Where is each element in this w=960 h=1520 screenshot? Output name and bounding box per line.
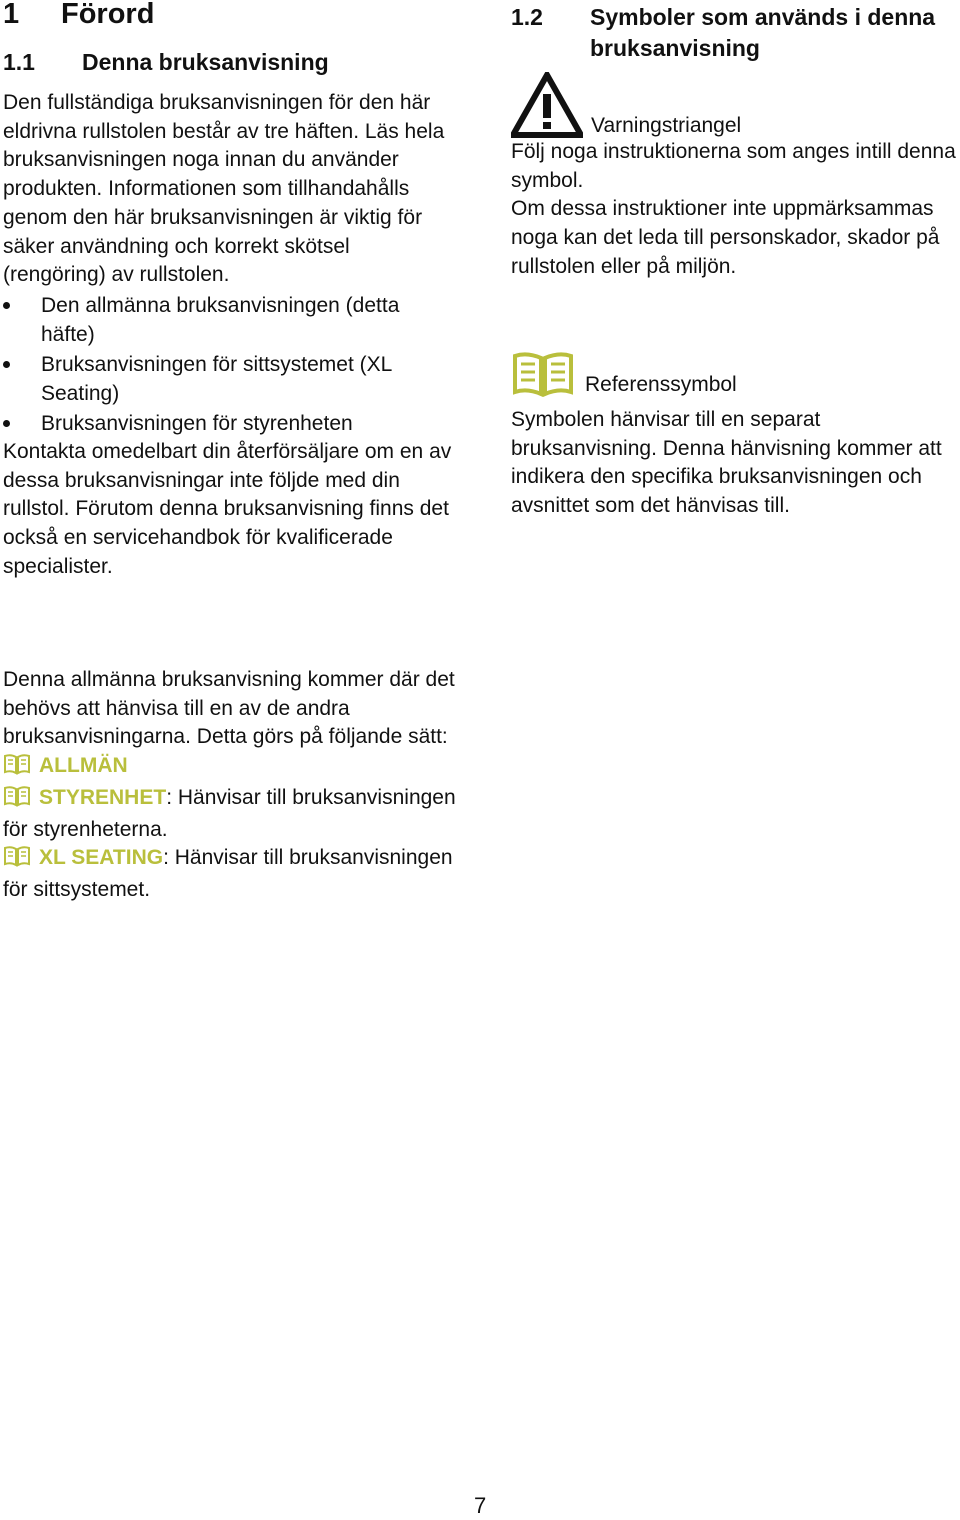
- reference-line-allman: [3, 752, 463, 784]
- reference-symbol-label: Referenssymbol: [585, 373, 737, 396]
- book-icon: [3, 785, 31, 816]
- list-item: Bruksanvisningen för styrenheten: [3, 409, 453, 438]
- reference-line-xl-seating: XL SEATING: Hänvisar till bruksanvisningen för sittsystemet.: [3, 846, 453, 901]
- book-icon: [3, 753, 31, 784]
- reference-symbol-text: Symbolen hänvisar till en separat bruksanvisning. Denna hänvisning kommer att indikera den specifika bruksanvisningen och avsnittet som det hänvisas till.: [511, 408, 942, 518]
- book-icon: [3, 845, 31, 876]
- chapter-title: Förord: [61, 0, 155, 30]
- manual-list: [3, 291, 453, 438]
- warning-text-1: Följ noga instruktionerna som anges intill denna symbol.: [511, 140, 956, 192]
- warning-label: Varningstriangel: [591, 114, 742, 137]
- book-icon: [511, 350, 575, 398]
- warning-symbol-block: [511, 72, 960, 282]
- reference-symbol-block: [511, 350, 960, 521]
- reference-label: XL SEATING: [39, 846, 164, 870]
- list-item: Bruksanvisningen för sittsystemet (XL Seating): [3, 350, 453, 409]
- page-number: 7: [474, 1493, 487, 1518]
- warning-triangle-icon: [511, 72, 583, 138]
- reference-label: STYRENHET: [39, 785, 167, 809]
- intro-paragraph: Den fullständiga bruksanvisningen för den här eldrivna rullstolen består av tre häften. Läs hela bruksanvisningen noga innan du använder produkten. Informationen som tillhandahålls genom den här bruksanvisningen är viktig för säker användning och korrekt skötsel (rengöring) av rullstolen.: [3, 91, 445, 287]
- list-item: Den allmänna bruksanvisningen (detta häfte): [3, 291, 453, 350]
- section-heading-1-1: [3, 47, 329, 78]
- warning-text-2: Om dessa instruktioner inte uppmärksammas noga kan det leda till personskador, skador på rullstolen eller på miljön.: [511, 197, 940, 278]
- section-number: 1.1: [3, 49, 35, 75]
- bullet-icon: [3, 361, 10, 368]
- section-number: 1.2: [511, 4, 543, 30]
- reference-line-styrenhet: STYRENHET: Hänvisar till bruksanvisningen för styrenheterna.: [3, 785, 456, 841]
- bullet-icon: [3, 302, 10, 309]
- bullet-icon: [3, 420, 10, 427]
- section-heading-1-2: [511, 2, 960, 64]
- reference-label: ALLMÄN: [39, 754, 128, 778]
- section-title: Denna bruksanvisning: [82, 49, 329, 75]
- chapter-heading: [3, 0, 154, 32]
- reference-intro-paragraph: Denna allmänna bruksanvisning kommer där det behövs att hänvisa till en av de andra bruksanvisningarna. Detta görs på följande sätt:: [3, 668, 455, 749]
- chapter-number: 1: [3, 0, 20, 30]
- after-list-paragraph: Kontakta omedelbart din återförsäljare om en av dessa bruksanvisningar inte följde med din rullstol. Förutom denna bruksanvisning finns det också en servicehandbok för kvalificerade specialister.: [3, 439, 452, 578]
- section-title: Symboler som används i denna bruksanvisning: [590, 4, 936, 61]
